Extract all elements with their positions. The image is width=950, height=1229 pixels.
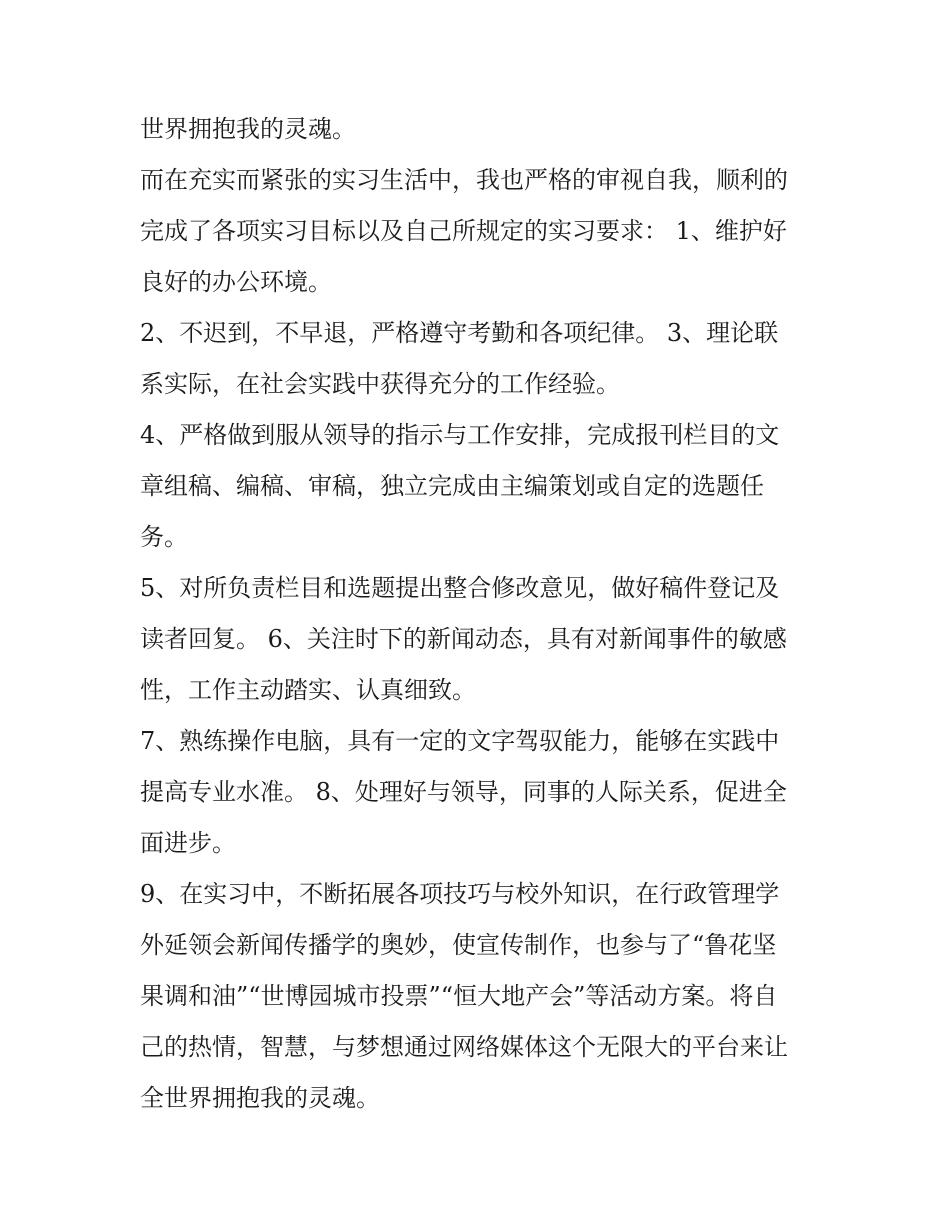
text-line: 2、不迟到，不早退，严格遵守考勤和各项纪律。 3、理论联 <box>140 319 779 347</box>
text-line: 己的热情，智慧，与梦想通过网络媒体这个无限大的平台来让 <box>140 1033 788 1061</box>
text-line: 完成了各项实习目标以及自己所规定的实习要求： 1、维护好 <box>140 217 787 245</box>
text-line: 7、熟练操作电脑，具有一定的文字驾驭能力，能够在实践中 <box>140 727 780 755</box>
text-line: 提高专业水准。 8、处理好与领导，同事的人际关系，促进全 <box>140 778 787 806</box>
text-line: 系实际，在社会实践中获得充分的工作经验。 <box>140 370 620 398</box>
text-line: 章组稿、编稿、审稿，独立完成由主编策划或自定的选题任 <box>140 472 764 500</box>
text-line: 务。 <box>140 523 188 551</box>
text-line: 果调和油”“世博园城市投票”“恒大地产会”等活动方案。将自 <box>140 982 778 1010</box>
text-line: 良好的办公环境。 <box>140 268 332 296</box>
text-line: 4、严格做到服从领导的指示与工作安排，完成报刊栏目的文 <box>140 421 780 449</box>
document-body <box>140 104 820 1124</box>
text-line: 世界拥抱我的灵魂。 <box>140 115 356 143</box>
text-line: 性，工作主动踏实、认真细致。 <box>140 676 476 704</box>
text-line: 面进步。 <box>140 829 236 857</box>
text-line: 9、在实习中，不断拓展各项技巧与校外知识，在行政管理学 <box>140 880 780 908</box>
text-line: 全世界拥抱我的灵魂。 <box>140 1084 380 1112</box>
text-line: 读者回复。 6、关注时下的新闻动态，具有对新闻事件的敏感 <box>140 625 787 653</box>
text-line: 5、对所负责栏目和选题提出整合修改意见，做好稿件登记及 <box>140 574 780 602</box>
text-line: 而在充实而紧张的实习生活中，我也严格的审视自我，顺利的 <box>140 166 788 194</box>
text-line: 外延领会新闻传播学的奥妙，使宣传制作，也参与了“鲁花坚 <box>140 931 777 959</box>
